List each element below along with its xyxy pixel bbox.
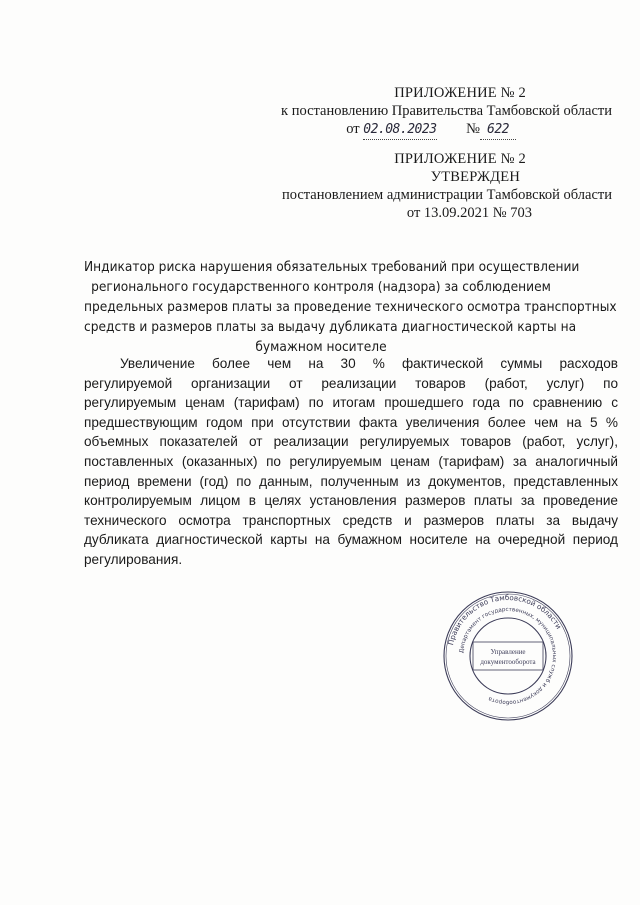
body-line: регулирования. <box>84 551 183 567</box>
stamp-inner-text: Департамент государственных, муниципальных служб и документооборота <box>459 606 558 706</box>
appendix-date-number-line <box>281 120 612 140</box>
body-line: технического осмотра транспортных средств и размеров платы за выдачу <box>84 512 618 528</box>
body-line: предшествующим годом при отсутствии факта увеличения более чем на 5 % <box>84 414 618 430</box>
body-line: период времени (год) по данным, полученным из документов, представленных <box>84 473 618 489</box>
stamp-center-line-1: Управление <box>490 648 526 656</box>
body-line: объемных показателей от реализации регулируемых товаров (работ, услуг), <box>84 434 618 450</box>
title-line: средств и размеров платы за выдачу дубликата диагностической карты на <box>84 319 577 335</box>
body-line: регулируемой организации от реализации товаров (работ, услуг) по <box>84 375 618 391</box>
body-paragraph <box>84 354 618 570</box>
approved-header <box>282 150 612 222</box>
title-line: бумажном носителе <box>255 339 387 355</box>
approved-date-number-line: от 13.09.2021 № 703 <box>406 205 532 221</box>
stamp-outer-text: Правительство Тамбовской области <box>446 592 564 647</box>
body-line: регулируемым ценам (тарифам) по итогам прошедшего года по сравнению с <box>84 395 618 411</box>
title-line: предельных размеров платы за проведение технического осмотра транспортных <box>84 299 617 315</box>
approved-appendix-title: ПРИЛОЖЕНИЕ № 2 <box>394 151 526 167</box>
body-line: поставленных (оказанных) по регулируемым ценам (тарифам) за аналогичный <box>84 453 618 469</box>
body-line: дубликата диагностической карты на бумажном носителе на очередной период <box>84 532 618 548</box>
approved-resolution-line: постановлением администрации Тамбовской области <box>281 187 612 203</box>
body-line: Увеличение более чем на 30 % фактической суммы расходов <box>120 356 618 371</box>
number-prefix: № <box>466 121 480 137</box>
official-stamp <box>442 590 574 722</box>
handwritten-date: 02.08.2023 <box>363 121 436 140</box>
approved-label: УТВЕРЖДЕН <box>430 169 520 185</box>
appendix-title: ПРИЛОЖЕНИЕ № 2 <box>394 85 526 101</box>
date-prefix: от <box>346 121 360 137</box>
document-title <box>84 257 617 357</box>
appendix-resolution-line: к постановлению Правительства Тамбовской области <box>281 103 612 119</box>
appendix-header <box>281 84 612 140</box>
title-line: Индикатор риска нарушения обязательных требований при осуществлении <box>84 259 580 275</box>
handwritten-number: 622 <box>480 121 516 140</box>
body-line: контролируемым лицом в целях установления размеров платы за проведение <box>84 493 618 509</box>
title-line: регионального государственного контроля (надзора) за соблюдением <box>91 279 551 295</box>
stamp-center-line-2: документооборота <box>480 658 536 666</box>
